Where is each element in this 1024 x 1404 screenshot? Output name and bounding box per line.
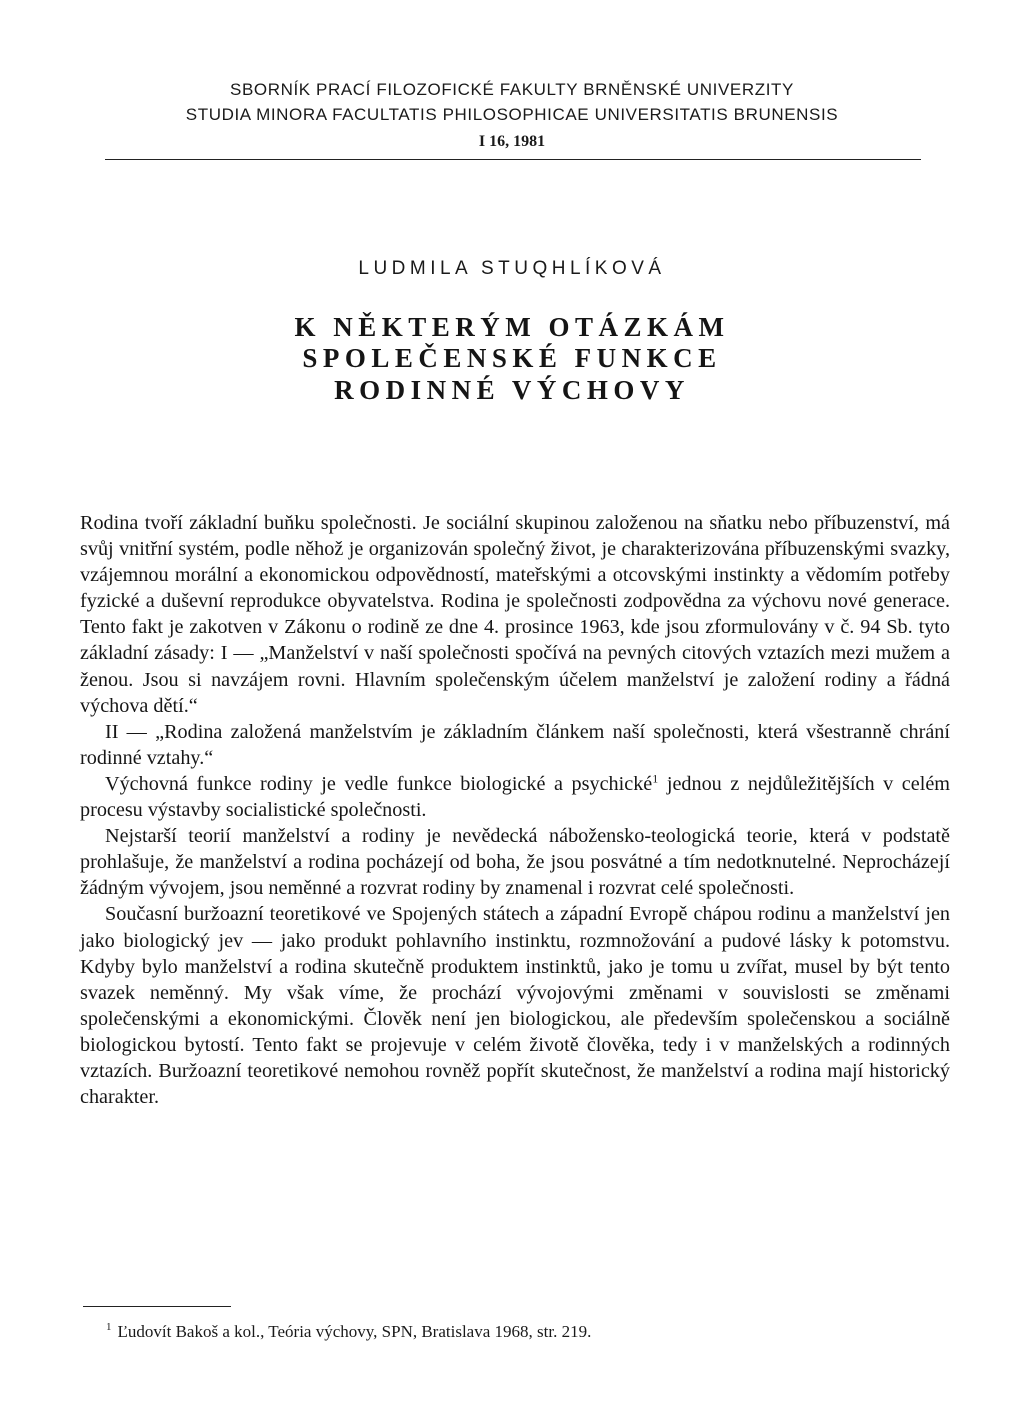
footnote-mark: 1: [106, 1321, 112, 1334]
article-title-line-1: K NĚKTERÝM OTÁZKÁM: [294, 312, 730, 342]
paragraph-3: [80, 771, 950, 823]
paragraph-2: II — „Rodina založená manželstvím je základním článkem naší společnosti, která všestranně chrání rodinné vztahy.“: [80, 720, 950, 769]
journal-title-czech: SBORNÍK PRACÍ FILOZOFICKÉ FAKULTY BRNĚNSKÉ UNIVERZITY: [230, 80, 794, 99]
article-body: [80, 510, 950, 1110]
article-title-line-2: SPOLEČENSKÉ FUNKCE: [302, 343, 722, 373]
paragraph-1: Rodina tvoří základní buňku společnosti. Je sociální skupinou založenou na sňatku nebo příbuzenství, má svůj vnitřní systém, podle něhož je organizován společný život, je charakterizována příbuzenskými svazky, vzájemnou morální a ekonomickou odpovědností, mateřskými a otcovskými instinkty a vědomím potřeby fyzické a duševní reprodukce obyvatelstva. Rodina je společnosti zodpovědna za výchovu nové generace. Tento fakt je zakotven v Zákonu o rodině ze dne 4. prosince 1963, kde jsou zformulovány v č. 94 Sb. tyto základní zásady: I — „Manželství v naší společnosti spočívá na pevných citových vztazích mezi mužem a ženou. Jsou si navzájem rovni. Hlavním společenským účelem manželství je založení rodiny a řádná výchova dětí.“: [80, 512, 950, 717]
paragraph-5: Současní buržoazní teoretikové ve Spojených státech a západní Evropě chápou rodinu a manželství jen jako biologický jev — jako produkt pohlavního instinktu, rozmnožování a pudové lásky k potomstvu. Kdyby bylo manželství a rodina skutečně produktem instinktů, jako je tomu u zvířat, musel by být tento svazek neměnný. My však víme, že prochází vývojovými změnami v souvislosti se změnami společenskými a ekonomickými. Člověk není jen biologickou, ale především společenskou a sociálně biologickou bytostí. Tento fakt se projevuje v celém životě člověka, tedy i v manželských a rodinných vztazích. Buržoazní teoretikové nemohou rovněž popřít skutečnost, že manželství a rodina mají historický charakter.: [80, 903, 950, 1109]
paragraph-3-text-a: Výchovná funkce rodiny je vedle funkce biologické a psychické: [105, 772, 653, 795]
paragraph-4: Nejstarší teorií manželství a rodiny je nevědecká nábožensko-teologická teorie, která v podstatě prohlašuje, že manželství a rodina pocházejí od boha, že jsou posvátné a tím nedotknutelné. Neprocházejí žádným vývojem, jsou neměnné a rozvrat rodiny by znamenal i rozvrat celé společnosti.: [80, 825, 950, 900]
footnote-text: Ľudovít Bakoš a kol., Teória výchovy, SPN, Bratislava 1968, str. 219.: [117, 1322, 592, 1341]
article-author: LUDMILA STUQHLÍKOVÁ: [358, 258, 666, 279]
footnote: [106, 1322, 966, 1342]
journal-title-latin: STUDIA MINORA FACULTATIS PHILOSOPHICAE UNIVERSITATIS BRUNENSIS: [185, 105, 839, 124]
header-divider: [105, 159, 921, 160]
journal-issue: I 16, 1981: [478, 133, 546, 150]
footnote-reference: 1: [652, 771, 659, 786]
paragraph-3-text-b: jednou z nejdůležitějších v celém procesu výstavby socialistické společnosti.: [80, 772, 950, 822]
article-title-line-3: RODINNÉ VÝCHOVY: [334, 375, 690, 405]
footnote-divider: [83, 1306, 231, 1307]
